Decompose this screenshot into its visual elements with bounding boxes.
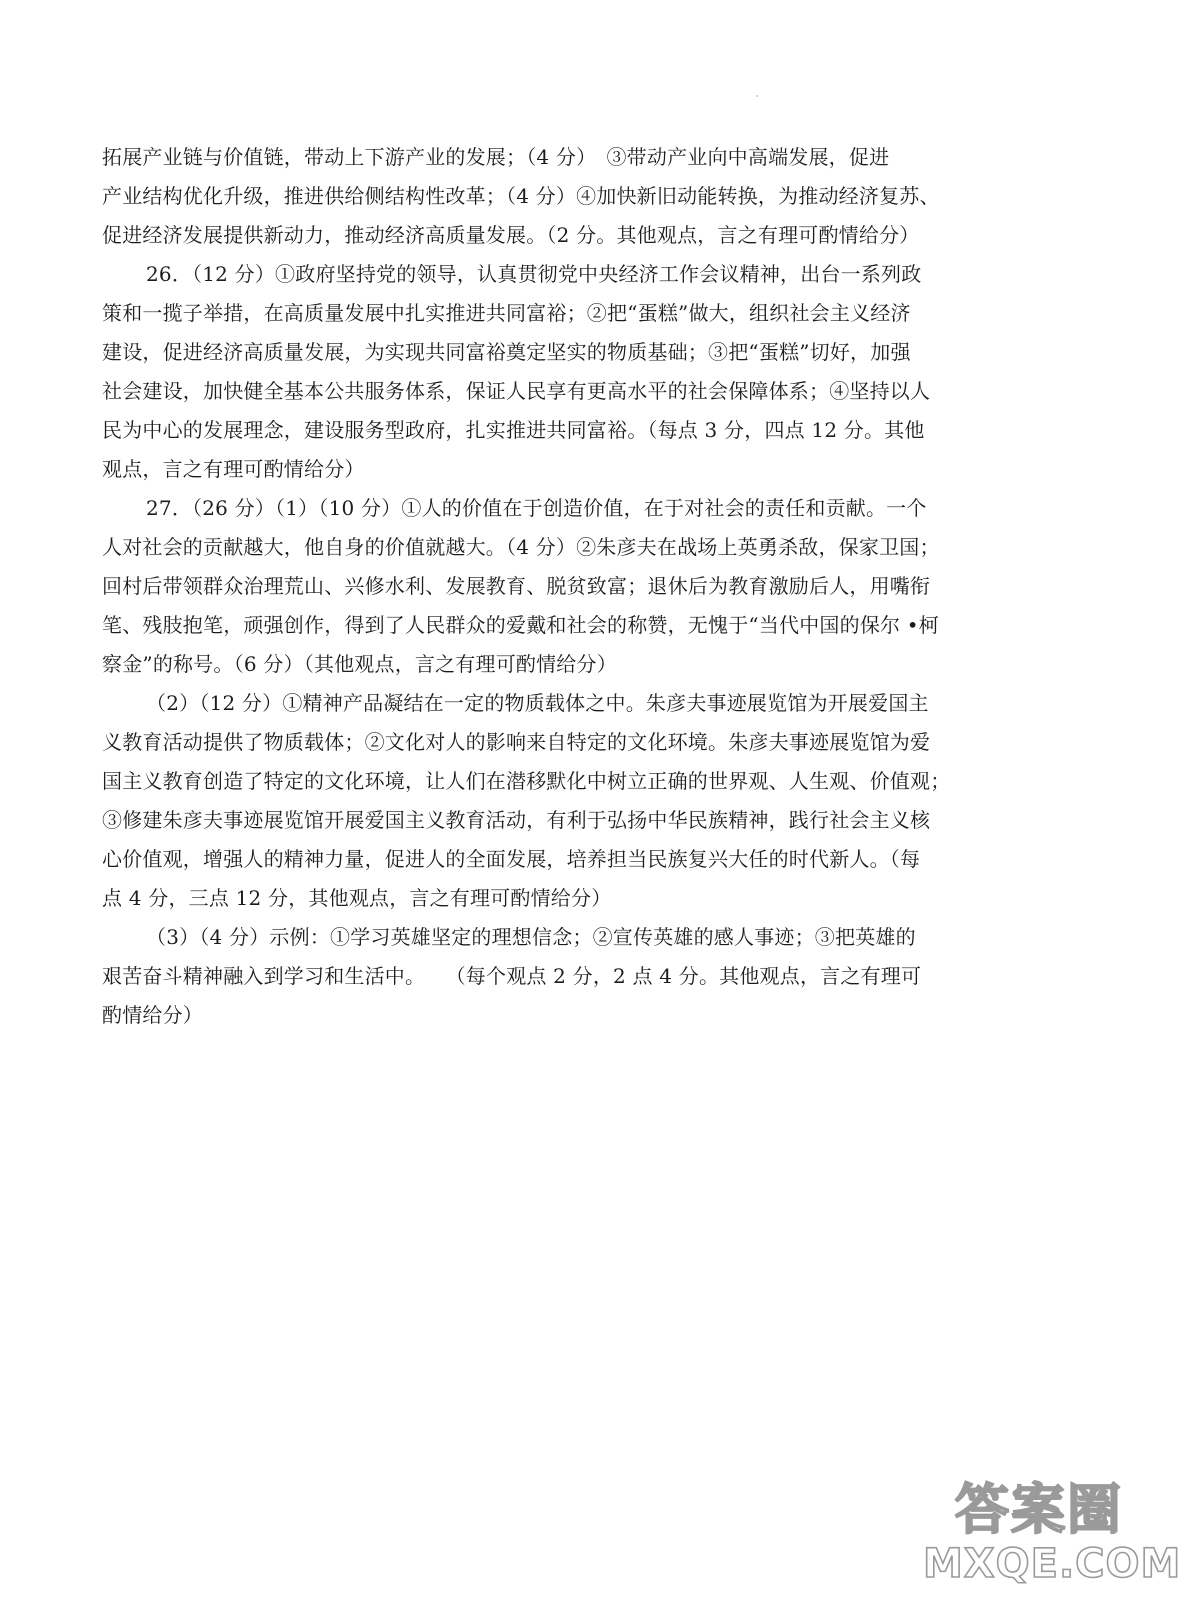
- text-line: ③修建朱彦夫事迹展览馆开展爱国主义教育活动，有利于弘扬中华民族精神，践行社会主义核: [102, 808, 931, 832]
- question-27-part-2-start: （2）（12 分）①精神产品凝结在一定的物质载体之中。朱彦夫事迹展览馆为开展爱国主: [146, 691, 929, 715]
- watermark-logo-text: 答案圈: [955, 1478, 1123, 1541]
- text-line: 点 4 分，三点 12 分，其他观点，言之有理可酌情给分）: [102, 886, 612, 910]
- text-line: 促进经济发展提供新动力，推动经济高质量发展。（2 分。其他观点，言之有理可酌情给分）: [102, 223, 920, 247]
- text-line: 笔、残肢抱笔，顽强创作，得到了人民群众的爱戴和社会的称赞，无愧于“当代中国的保尔 •柯: [102, 613, 939, 637]
- text-line: 产业结构优化升级，推进供给侧结构性改革；（4 分）④加快新旧动能转换，为推动经济复苏、: [102, 184, 940, 208]
- text-line: 社会建设，加快健全基本公共服务体系，保证人民享有更高水平的社会保障体系；④坚持以人: [102, 379, 931, 403]
- text-line: 观点，言之有理可酌情给分）: [102, 457, 365, 481]
- text-line: 酌情给分）: [102, 1003, 203, 1027]
- answer-text-body: [102, 138, 1012, 1035]
- text-line: 回村后带领群众治理荒山、兴修水利、发展教育、脱贫致富；退休后为教育激励后人，用嘴衔: [102, 574, 931, 598]
- text-line: 策和一揽子举措，在高质量发展中扎实推进共同富裕；②把“蛋糕”做大，组织社会主义经济: [102, 301, 911, 325]
- text-line: 察金”的称号。（6 分）（其他观点，言之有理可酌情给分）: [102, 652, 617, 676]
- question-26-start: 26．（12 分）①政府坚持党的领导，认真贯彻党中央经济工作会议精神，出台一系列政: [146, 262, 922, 286]
- text-line: 义教育活动提供了物质载体；②文化对人的影响来自特定的文化环境。朱彦夫事迹展览馆为爱: [102, 730, 931, 754]
- text-line: 建设，促进经济高质量发展，为实现共同富裕奠定坚实的物质基础；③把“蛋糕”切好，加强: [102, 340, 911, 364]
- text-line: 国主义教育创造了特定的文化环境，让人们在潜移默化中树立正确的世界观、人生观、价值观；: [102, 769, 951, 793]
- site-watermark: [923, 1478, 1181, 1594]
- text-line: 心价值观，增强人的精神力量，促进人的全面发展，培养担当民族复兴大任的时代新人。（每: [102, 847, 921, 871]
- watermark-domain-text: MXQE.COM: [923, 1541, 1181, 1587]
- question-27-start: 27．（26 分）（1）（10 分）①人的价值在于创造价值，在于对社会的责任和贡献。一个: [146, 496, 927, 520]
- text-line: 人对社会的贡献越大，他自身的价值就越大。（4 分）②朱彦夫在战场上英勇杀敌，保家卫国；: [102, 535, 940, 559]
- question-27-part-3-start: （3）（4 分）示例：①学习英雄坚定的理想信念；②宣传英雄的感人事迹；③把英雄的: [146, 925, 916, 949]
- text-line: 拓展产业链与价值链，带动上下游产业的发展；（4 分） ③带动产业向中高端发展，促进: [102, 145, 890, 169]
- scan-speck: [756, 95, 758, 97]
- text-line: 艰苦奋斗精神融入到学习和生活中。 （每个观点 2 分，2 点 4 分。其他观点，言之有理可: [102, 964, 922, 988]
- text-line: 民为中心的发展理念，建设服务型政府，扎实推进共同富裕。（每点 3 分，四点 12 分。其他: [102, 418, 925, 442]
